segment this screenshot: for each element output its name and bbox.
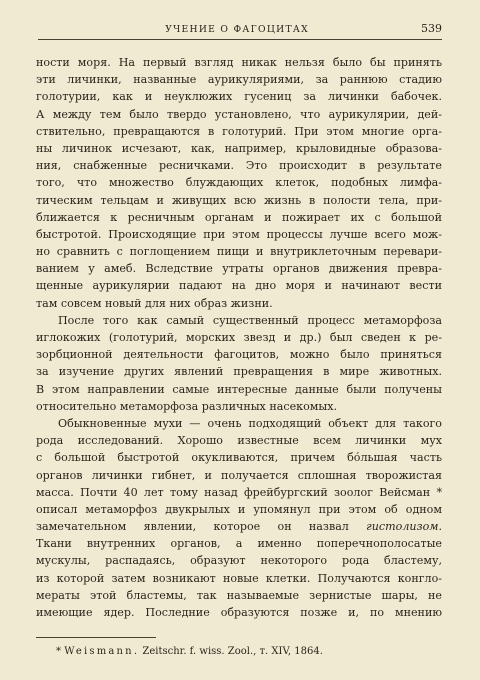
body-text	[36, 54, 442, 621]
text-line: После того как самый существенный процесс метаморфоза	[58, 313, 442, 327]
text-line: мераты этой бластемы, так называемые зернистые шары, не	[36, 588, 442, 602]
text-line: но сравнить с поглощением пищи и внутриклеточным перевари-	[36, 245, 442, 259]
footnote-citation: Zeitschr. f. wiss. Zool., т. XIV, 1864.	[142, 646, 323, 658]
italic-term: гистолизом	[366, 520, 439, 534]
footnote-author: Weismann.	[64, 646, 140, 658]
text-line: за изучение других явлений превращения в мире животных.	[36, 365, 442, 379]
text-line: ны личинок исчезают, как, например, крыловидные образова-	[36, 141, 442, 155]
footnote-divider	[36, 637, 156, 638]
text-line: описал метаморфоз двукрылых и упомянул при этом об одном	[36, 502, 442, 516]
text-line: имеющие ядер. Последние образуются позже и, по мнению	[36, 606, 442, 619]
text-line: рода исследований. Хорошо известные всем личинки мух	[36, 434, 442, 448]
text-line: тическим тельцам и живущих всю жизнь в полости тела, при-	[36, 193, 442, 207]
text-line: относительно метаморфоза различных насекомых.	[36, 399, 337, 413]
text-line: того, что множество блуждающих клеток, подобных лимфа-	[36, 176, 442, 190]
text-line: масса. Почти 40 лет тому назад фрейбургский зоолог Вейсман *	[36, 485, 442, 499]
text-line: ности моря. На первый взгляд никак нельзя было бы принять	[36, 56, 442, 69]
page-number: 539	[421, 22, 442, 35]
text-line: А между тем было твердо установлено, что аурикулярии, дей-	[36, 107, 442, 121]
text-line: ствительно, превращаются в голотурий. При этом многие орга-	[36, 124, 442, 138]
text-line: ближается к ресничным органам и пожирает их с большой	[36, 210, 442, 224]
text-line: с большой быстротой окукливаются, причем бо́льшая часть	[36, 451, 442, 465]
text-line: ванием у амеб. Вследствие утраты органов движения превра-	[36, 262, 442, 276]
text-line: зорбционной деятельности фагоцитов, можно было приняться	[36, 348, 442, 362]
running-title: УЧЕНИЕ О ФАГОЦИТАХ	[165, 24, 309, 35]
text-line: Обыкновенные мухи — очень подходящий объект для такого	[58, 416, 442, 430]
text-line: Ткани внутренних органов, а именно поперечнополосатые	[36, 537, 442, 551]
paragraph	[36, 54, 442, 312]
text-line: мускулы, распадаясь, образуют некоторого рода бластему,	[36, 554, 442, 568]
footnote-marker: *	[56, 646, 61, 658]
text-line: иглокожих (голотурий, морских звезд и др.) был сведен к ре-	[36, 331, 442, 344]
text-line: там совсем новый для них образ жизни.	[36, 296, 273, 310]
text-line: ния, снабженные ресничками. Это происходит в результате	[36, 159, 442, 173]
text-line: быстротой. Происходящие при этом процессы лучше всего мож-	[36, 227, 442, 241]
paragraph	[36, 312, 442, 415]
running-header	[38, 22, 442, 40]
paragraph	[36, 415, 442, 621]
text-line: эти личинки, названные аурикуляриями, за раннюю стадию	[36, 73, 442, 87]
text-line: замечательном явлении, которое он назвал гистолизом.	[36, 520, 442, 534]
text-line: голотурии, как и неуклюжих гусениц за личинки бабочек.	[36, 90, 442, 104]
text-line: органов личинки гибнет, и получается сплошная творожистая	[36, 468, 442, 482]
text-line: из которой затем возникают новые клетки. Получаются конгло-	[36, 571, 442, 585]
text-line: щенные аурикулярии падают на дно моря и начинают вести	[36, 279, 442, 293]
footnote	[36, 646, 442, 657]
text-line: В этом направлении самые интересные данные были получены	[36, 382, 442, 396]
